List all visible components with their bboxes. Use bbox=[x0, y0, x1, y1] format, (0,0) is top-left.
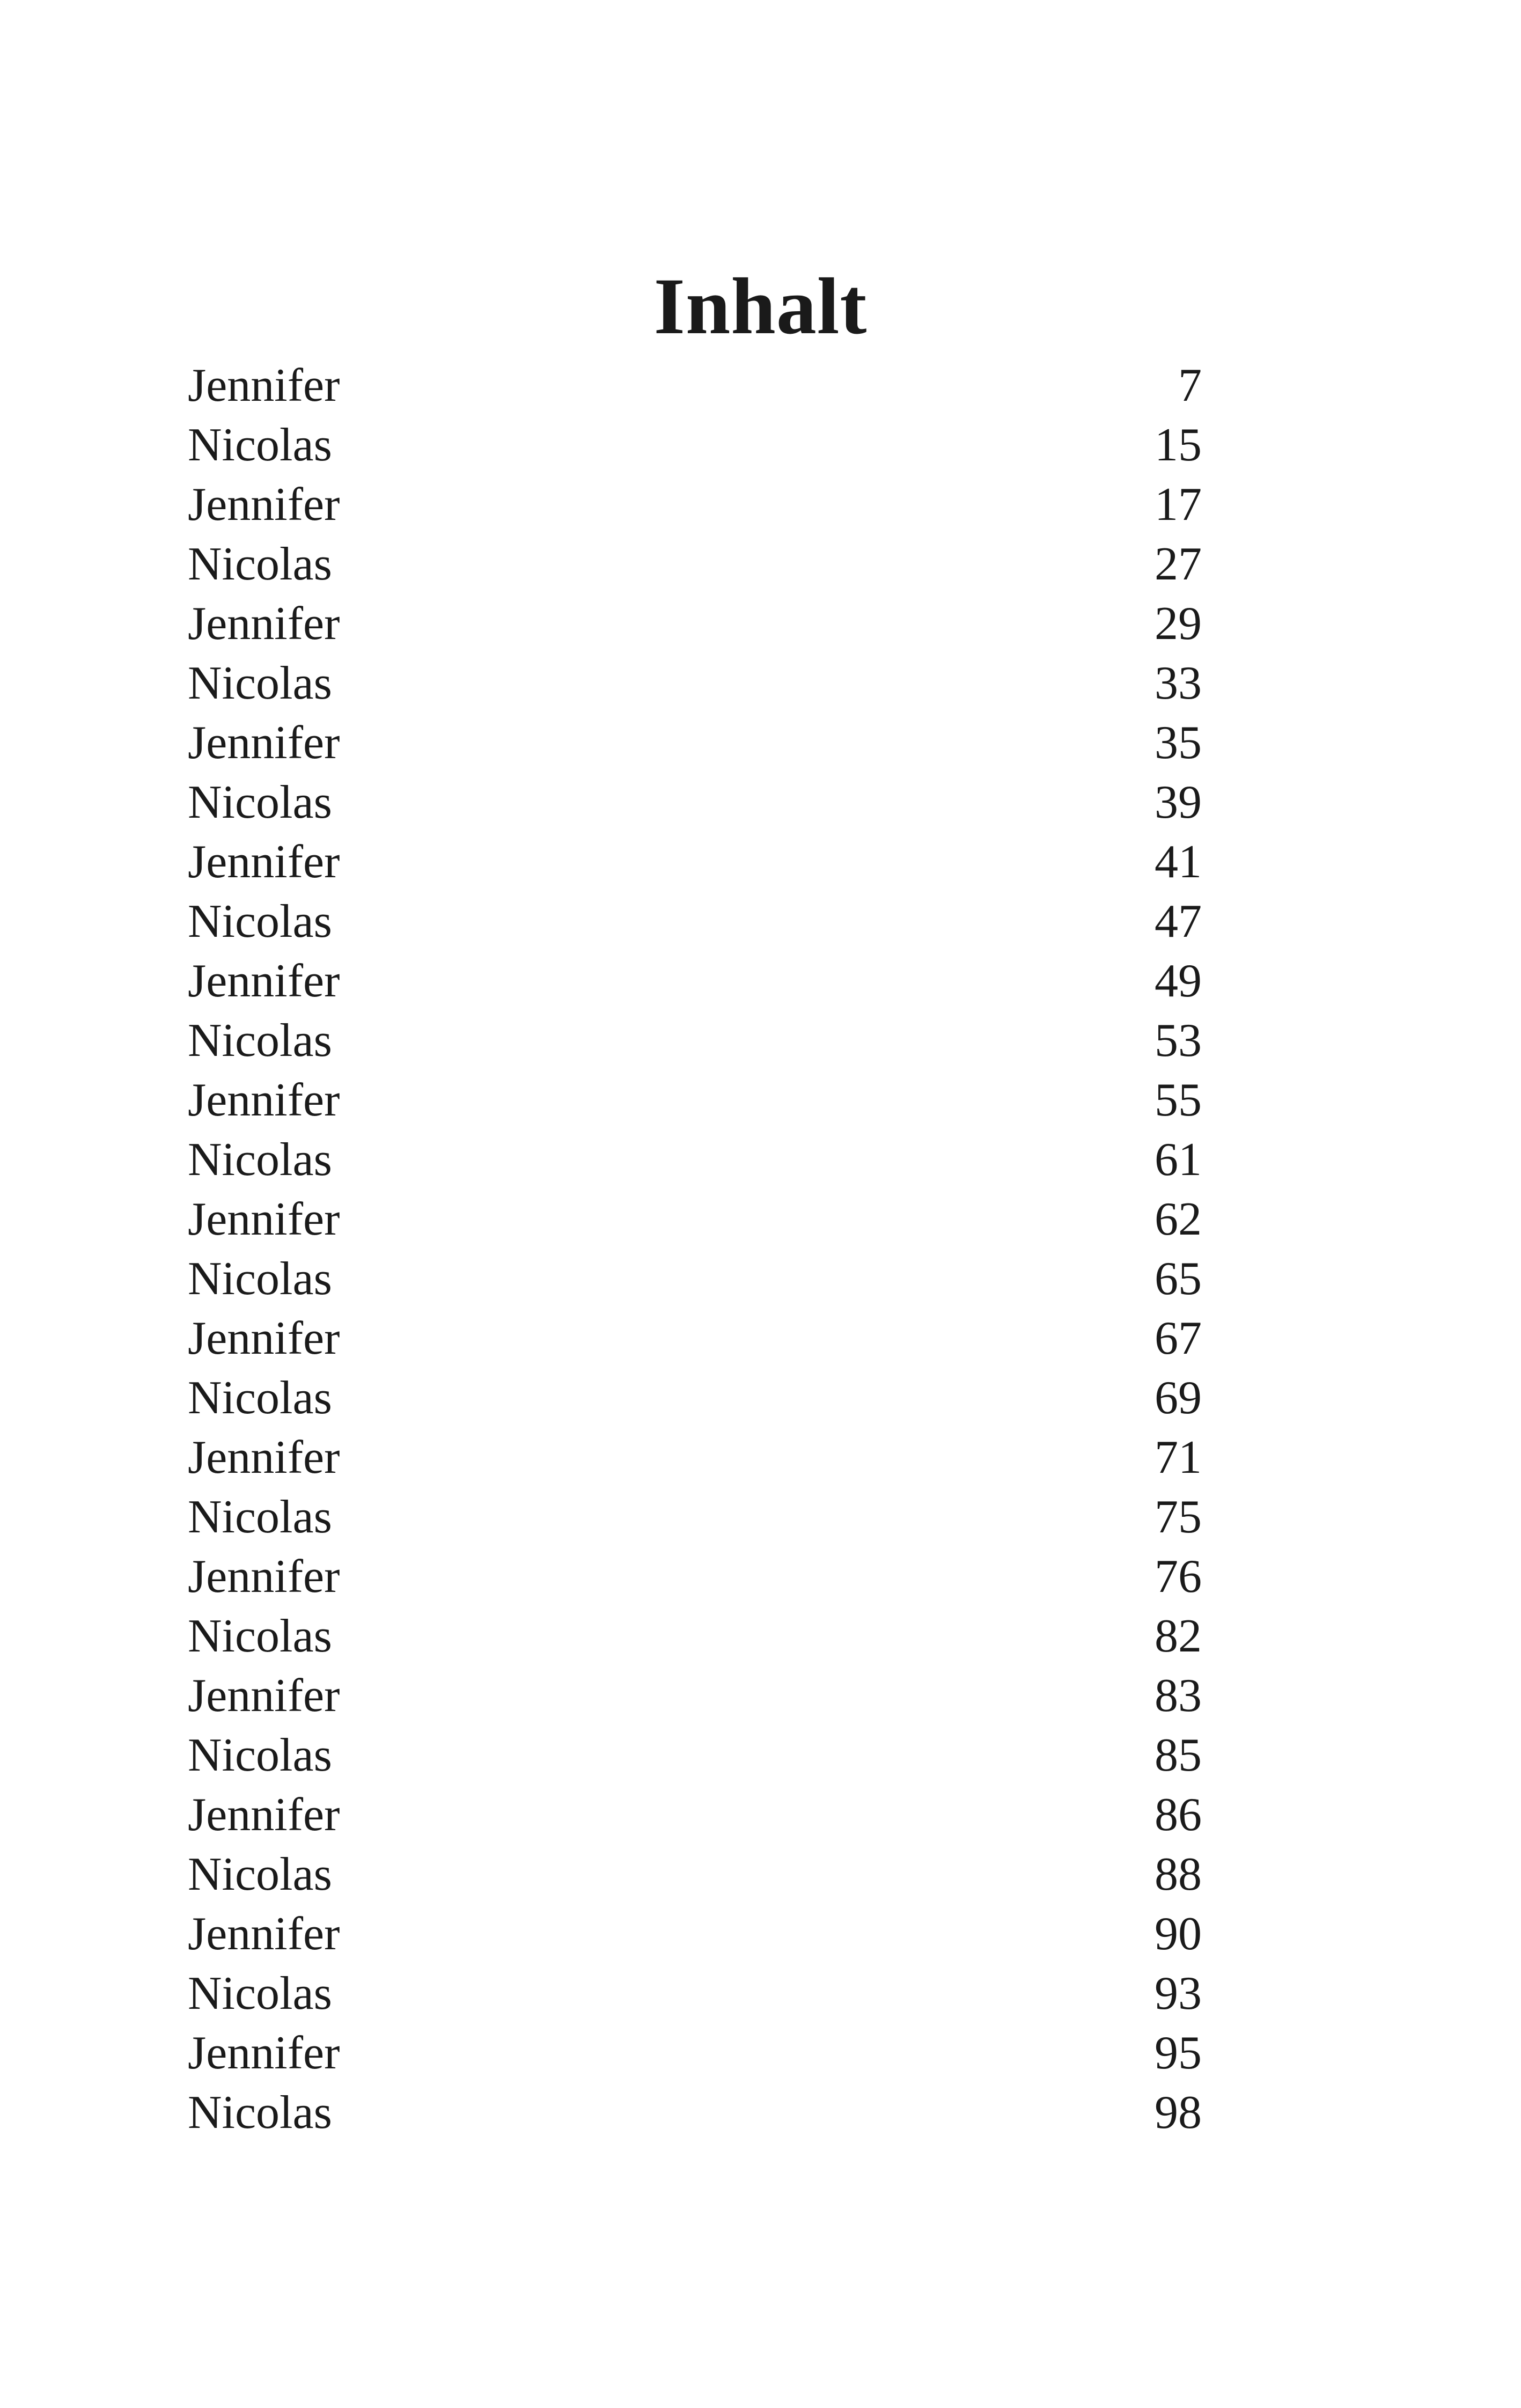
toc-entry bbox=[188, 1904, 1202, 1964]
toc-entry bbox=[188, 1249, 1202, 1309]
toc-entry bbox=[188, 415, 1202, 475]
toc-entry-page-number: 69 bbox=[1155, 1372, 1202, 1424]
toc-entry-label: Nicolas bbox=[188, 1015, 332, 1067]
toc-entry-label: Jennifer bbox=[188, 836, 340, 888]
toc-entry-label: Nicolas bbox=[188, 538, 332, 590]
toc-entry-label: Nicolas bbox=[188, 657, 332, 709]
toc-entry bbox=[188, 1606, 1202, 1666]
toc-entry-page-number: 7 bbox=[1178, 359, 1202, 412]
toc-entry-page-number: 55 bbox=[1155, 1074, 1202, 1126]
toc-entry-label: Jennifer bbox=[188, 1431, 340, 1484]
toc-entry-label: Nicolas bbox=[188, 1729, 332, 1781]
toc-entry bbox=[188, 892, 1202, 951]
toc-entry-page-number: 53 bbox=[1155, 1015, 1202, 1067]
table-of-contents bbox=[188, 356, 1202, 2142]
toc-entry bbox=[188, 594, 1202, 654]
toc-entry-label: Nicolas bbox=[188, 1610, 332, 1662]
toc-entry-page-number: 98 bbox=[1155, 2087, 1202, 2139]
toc-entry bbox=[188, 713, 1202, 773]
toc-entry-label: Nicolas bbox=[188, 1372, 332, 1424]
toc-entry-page-number: 15 bbox=[1155, 419, 1202, 471]
toc-entry bbox=[188, 534, 1202, 594]
toc-entry bbox=[188, 1726, 1202, 1785]
toc-entry bbox=[188, 1845, 1202, 1904]
toc-entry-label: Jennifer bbox=[188, 717, 340, 769]
toc-entry-label: Jennifer bbox=[188, 1908, 340, 1960]
toc-entry bbox=[188, 1547, 1202, 1606]
toc-entry-label: Jennifer bbox=[188, 1670, 340, 1722]
toc-entry-page-number: 76 bbox=[1155, 1551, 1202, 1603]
toc-entry bbox=[188, 1785, 1202, 1845]
toc-entry bbox=[188, 1964, 1202, 2023]
toc-entry-page-number: 83 bbox=[1155, 1670, 1202, 1722]
toc-entry-page-number: 61 bbox=[1155, 1134, 1202, 1186]
toc-entry-page-number: 86 bbox=[1155, 1789, 1202, 1841]
toc-entry-label: Nicolas bbox=[188, 1253, 332, 1305]
toc-entry-page-number: 62 bbox=[1155, 1193, 1202, 1245]
toc-entry bbox=[188, 356, 1202, 415]
toc-entry-page-number: 90 bbox=[1155, 1908, 1202, 1960]
toc-entry-label: Jennifer bbox=[188, 479, 340, 531]
toc-entry-label: Nicolas bbox=[188, 776, 332, 828]
toc-entry-page-number: 33 bbox=[1155, 657, 1202, 709]
toc-entry-label: Jennifer bbox=[188, 598, 340, 650]
toc-entry-label: Nicolas bbox=[188, 1134, 332, 1186]
toc-entry-label: Jennifer bbox=[188, 1193, 340, 1245]
toc-entry bbox=[188, 832, 1202, 892]
toc-entry-page-number: 47 bbox=[1155, 895, 1202, 948]
toc-entry bbox=[188, 2023, 1202, 2083]
toc-entry bbox=[188, 1070, 1202, 1130]
toc-entry-page-number: 39 bbox=[1155, 776, 1202, 828]
toc-entry bbox=[188, 475, 1202, 534]
toc-entry bbox=[188, 951, 1202, 1011]
toc-entry bbox=[188, 1666, 1202, 1726]
toc-entry bbox=[188, 1428, 1202, 1487]
toc-entry-page-number: 67 bbox=[1155, 1312, 1202, 1364]
toc-entry bbox=[188, 1190, 1202, 1249]
toc-entry-label: Jennifer bbox=[188, 2027, 340, 2079]
toc-entry-page-number: 27 bbox=[1155, 538, 1202, 590]
toc-entry-page-number: 17 bbox=[1155, 479, 1202, 531]
toc-entry bbox=[188, 654, 1202, 713]
toc-entry-page-number: 65 bbox=[1155, 1253, 1202, 1305]
toc-entry-label: Nicolas bbox=[188, 1848, 332, 1900]
toc-entry-page-number: 49 bbox=[1155, 955, 1202, 1007]
toc-entry-page-number: 75 bbox=[1155, 1491, 1202, 1543]
toc-entry bbox=[188, 1487, 1202, 1547]
toc-entry-page-number: 93 bbox=[1155, 1967, 1202, 2020]
toc-entry bbox=[188, 1309, 1202, 1368]
toc-entry-page-number: 95 bbox=[1155, 2027, 1202, 2079]
toc-entry-label: Nicolas bbox=[188, 1491, 332, 1543]
page-title: Inhalt bbox=[653, 261, 868, 351]
toc-entry-label: Nicolas bbox=[188, 1967, 332, 2020]
toc-entry bbox=[188, 1368, 1202, 1428]
toc-entry-label: Nicolas bbox=[188, 419, 332, 471]
toc-entry-label: Jennifer bbox=[188, 1789, 340, 1841]
toc-entry-page-number: 35 bbox=[1155, 717, 1202, 769]
toc-entry-page-number: 88 bbox=[1155, 1848, 1202, 1900]
toc-entry bbox=[188, 1130, 1202, 1190]
toc-entry bbox=[188, 773, 1202, 832]
toc-entry-page-number: 85 bbox=[1155, 1729, 1202, 1781]
toc-entry-label: Jennifer bbox=[188, 1551, 340, 1603]
toc-entry-label: Nicolas bbox=[188, 895, 332, 948]
toc-entry bbox=[188, 1011, 1202, 1070]
toc-entry-label: Jennifer bbox=[188, 1312, 340, 1364]
toc-entry-page-number: 41 bbox=[1155, 836, 1202, 888]
toc-entry-page-number: 82 bbox=[1155, 1610, 1202, 1662]
toc-entry-label: Jennifer bbox=[188, 955, 340, 1007]
toc-entry-label: Nicolas bbox=[188, 2087, 332, 2139]
toc-entry-page-number: 71 bbox=[1155, 1431, 1202, 1484]
toc-entry-label: Jennifer bbox=[188, 1074, 340, 1126]
toc-entry-page-number: 29 bbox=[1155, 598, 1202, 650]
toc-entry bbox=[188, 2083, 1202, 2142]
toc-entry-label: Jennifer bbox=[188, 359, 340, 412]
